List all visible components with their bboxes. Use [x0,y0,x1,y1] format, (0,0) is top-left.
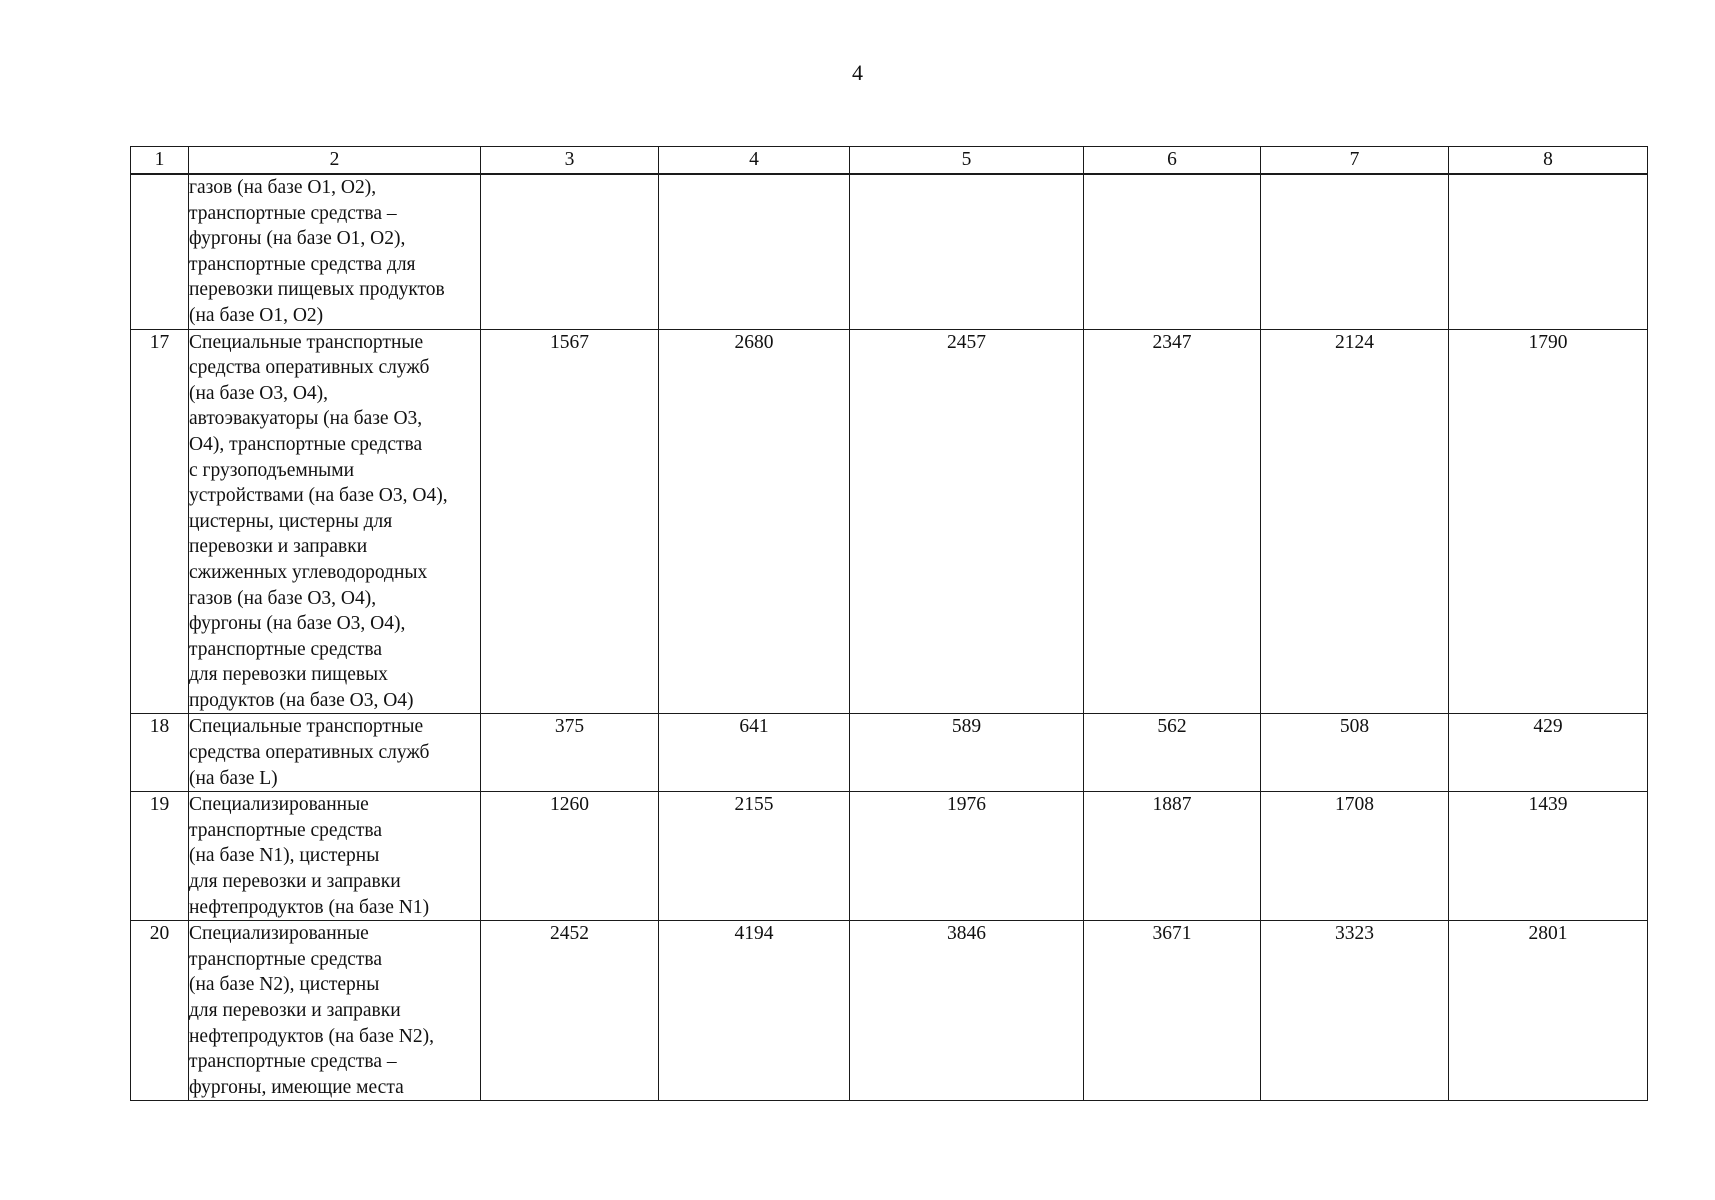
column-header-7: 7 [1261,147,1449,175]
column-header-5: 5 [850,147,1084,175]
header-row [131,147,1648,175]
value-cell: 3671 [1084,921,1261,1101]
column-header-8: 8 [1449,147,1648,175]
vehicle-category: Специализированные транспортные средства (на базе N1), цистерны для перевозки и заправки нефтепродуктов (на базе N1) [189,792,481,921]
column-header-1: 1 [131,147,189,175]
table-body [131,174,1648,1101]
tariff-table [130,146,1648,1101]
value-cell: 1708 [1261,792,1449,921]
row-number: 17 [131,329,189,714]
value-cell: 4194 [659,921,850,1101]
value-cell: 2452 [481,921,659,1101]
row-number [131,174,189,329]
table-row [131,714,1648,792]
row-number: 18 [131,714,189,792]
vehicle-category: газов (на базе O1, O2), транспортные средства – фургоны (на базе O1, O2), транспортные средства для перевозки пищевых продуктов (на базе O1, O2) [189,174,481,329]
value-cell [1449,174,1648,329]
value-cell: 2347 [1084,329,1261,714]
value-cell: 3846 [850,921,1084,1101]
column-header-2: 2 [189,147,481,175]
value-cell: 641 [659,714,850,792]
table-row [131,174,1648,329]
row-number: 19 [131,792,189,921]
value-cell: 1567 [481,329,659,714]
vehicle-category: Специальные транспортные средства оперативных служб (на базе O3, O4), автоэвакуаторы (на базе O3, O4), транспортные средства с грузоподъемными устройствами (на базе O3, O4), цистерны, цистерны для перевозки и заправки сжиженных углеводородных газов (на базе O3, O4), фургоны (на базе O3, O4), транспортные средства для перевозки пищевых продуктов (на базе O3, O4) [189,329,481,714]
value-cell: 1790 [1449,329,1648,714]
page-number: 4 [852,60,863,85]
value-cell [659,174,850,329]
column-header-6: 6 [1084,147,1261,175]
value-cell: 1260 [481,792,659,921]
value-cell: 2124 [1261,329,1449,714]
value-cell [1261,174,1449,329]
value-cell: 1976 [850,792,1084,921]
value-cell [1084,174,1261,329]
value-cell: 3323 [1261,921,1449,1101]
value-cell: 508 [1261,714,1449,792]
column-header-3: 3 [481,147,659,175]
table-header [131,147,1648,175]
value-cell: 2457 [850,329,1084,714]
value-cell: 1887 [1084,792,1261,921]
value-cell: 2680 [659,329,850,714]
column-header-4: 4 [659,147,850,175]
table-row [131,792,1648,921]
value-cell: 589 [850,714,1084,792]
table-row [131,329,1648,714]
value-cell: 2801 [1449,921,1648,1101]
value-cell [481,174,659,329]
value-cell: 2155 [659,792,850,921]
value-cell: 375 [481,714,659,792]
value-cell: 562 [1084,714,1261,792]
value-cell: 429 [1449,714,1648,792]
vehicle-category: Специальные транспортные средства оперативных служб (на базе L) [189,714,481,792]
value-cell [850,174,1084,329]
row-number: 20 [131,921,189,1101]
vehicle-category: Специализированные транспортные средства (на базе N2), цистерны для перевозки и заправки нефтепродуктов (на базе N2), транспортные средства – фургоны, имеющие места [189,921,481,1101]
value-cell: 1439 [1449,792,1648,921]
table-row [131,921,1648,1101]
